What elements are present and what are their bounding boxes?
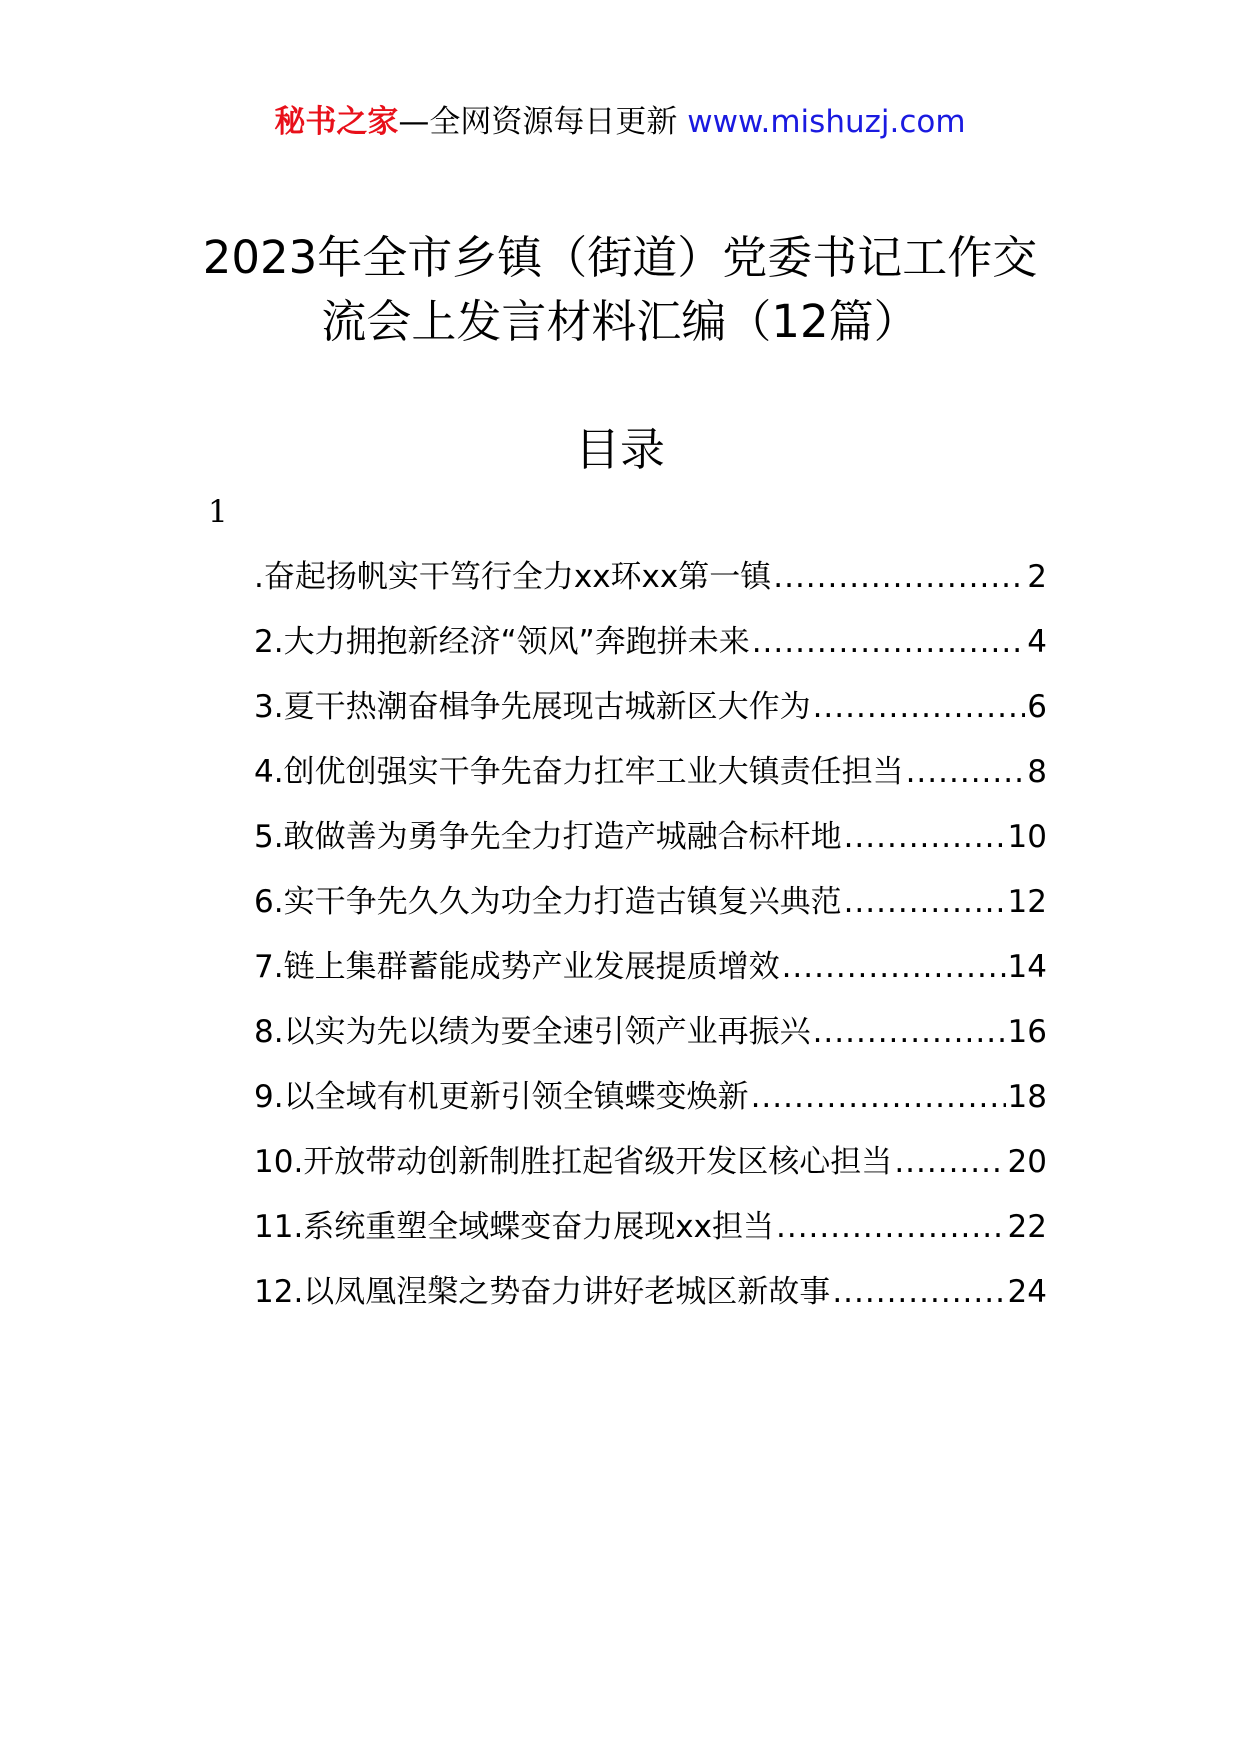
toc-item-title: 2.大力拥抱新经济“领风”奔跑拼未来 [254,624,750,660]
toc-dot-leader [782,945,1006,989]
document-title [0,226,1240,354]
toc-dot-leader [832,1270,1005,1314]
toc-dot-leader [813,1010,1006,1054]
stray-list-number: 1 [208,494,228,530]
toc-item-title: 7.链上集群蓄能成势产业发展提质增效 [254,949,780,985]
toc-item[interactable] [254,1075,1047,1140]
toc-item[interactable] [254,1205,1047,1270]
toc-item-page: 24 [1007,1274,1047,1310]
toc-item-page: 20 [1007,1144,1047,1180]
toc-dot-leader [773,555,1025,599]
toc-item-title: 3.夏干热潮奋楫争先展现古城新区大作为 [254,689,811,725]
toc-dot-leader [906,750,1026,794]
toc-dot-leader [776,1205,1006,1249]
toc-item[interactable] [254,750,1047,815]
toc-dot-leader [844,880,1006,924]
table-of-contents [254,555,1047,1335]
toc-item-title: 9.以全域有机更新引领全镇蝶变焕新 [254,1079,749,1115]
toc-item[interactable] [254,555,1047,620]
toc-item[interactable] [254,685,1047,750]
site-header [0,100,1240,144]
toc-item-title: 5.敢做善为勇争先全力打造产城融合标杆地 [254,819,842,855]
toc-item-page: 12 [1007,884,1047,920]
toc-item-page: 16 [1007,1014,1047,1050]
toc-item-title: 12.以凤凰涅槃之势奋力讲好老城区新故事 [254,1274,831,1310]
toc-item[interactable] [254,1010,1047,1075]
toc-item-title: .奋起扬帆实干笃行全力xx环xx第一镇 [254,559,772,595]
toc-item-page: 8 [1027,754,1047,790]
brand-name: 秘书之家 [274,104,399,140]
toc-heading: 目录 [574,423,665,476]
toc-dot-leader [752,620,1026,664]
toc-item-page: 10 [1007,819,1047,855]
toc-dot-leader [813,685,1026,729]
header-tagline: —全网资源每日更新 [398,104,688,140]
toc-item-title: 6.实干争先久久为功全力打造古镇复兴典范 [254,884,842,920]
toc-item[interactable] [254,1140,1047,1205]
toc-item-page: 14 [1007,949,1047,985]
document-title-line-1: 2023年全市乡镇（街道）党委书记工作交 [202,231,1038,284]
toc-dot-leader [844,815,1006,859]
toc-item-title: 11.系统重塑全域蝶变奋力展现xx担当 [254,1209,774,1245]
toc-dot-leader [751,1075,1006,1119]
toc-item-page: 18 [1007,1079,1047,1115]
toc-item-page: 2 [1027,559,1047,595]
toc-item-title: 10.开放带动创新制胜扛起省级开发区核心担当 [254,1144,893,1180]
toc-item-page: 6 [1027,689,1047,725]
toc-item[interactable] [254,620,1047,685]
document-title-line-2: 流会上发言材料汇编（12篇） [321,295,919,348]
site-url-link[interactable]: www.mishuzj.com [687,104,966,140]
toc-dot-leader [894,1140,1005,1184]
toc-item-page: 22 [1007,1209,1047,1245]
toc-item[interactable] [254,815,1047,880]
toc-item-title: 8.以实为先以绩为要全速引领产业再振兴 [254,1014,811,1050]
toc-item-title: 4.创优创强实干争先奋力扛牢工业大镇责任担当 [254,754,904,790]
toc-item-page: 4 [1027,624,1047,660]
toc-item[interactable] [254,945,1047,1010]
toc-item[interactable] [254,880,1047,945]
toc-item[interactable] [254,1270,1047,1335]
